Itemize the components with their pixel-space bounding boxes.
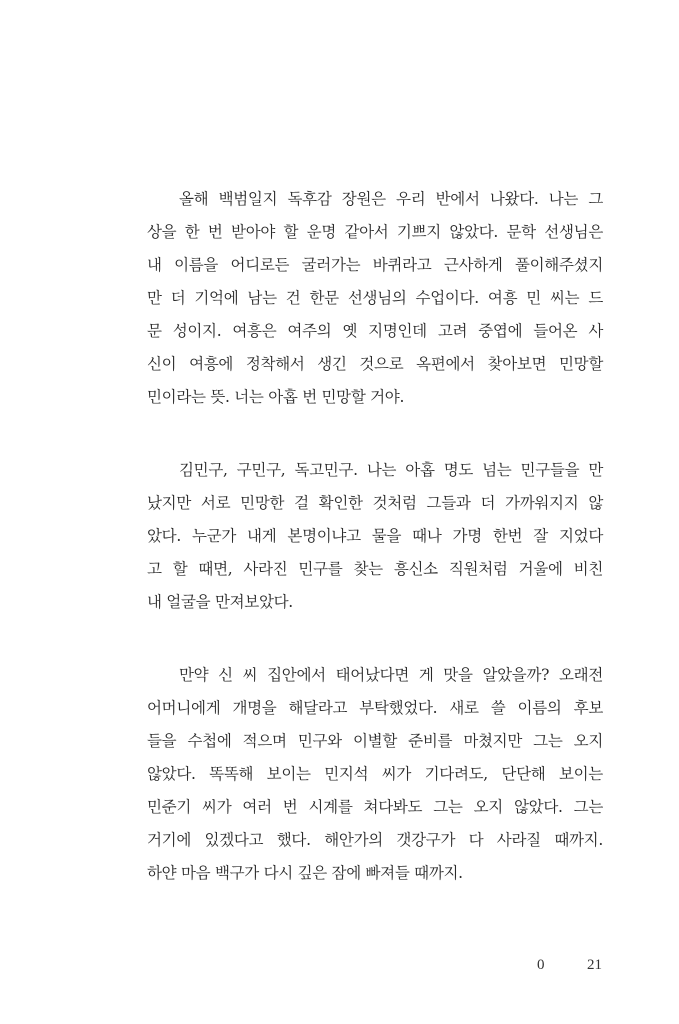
- page-number: 21: [587, 957, 602, 973]
- text-line: 만 더 기억에 남는 건 한문 선생님의 수업이다. 여흥 민 씨는 드: [147, 289, 603, 307]
- text-line: 거기에 있겠다고 했다. 해안가의 갯강구가 다 사라질 때까지.: [147, 831, 603, 849]
- text-line: 들을 수첩에 적으며 민구와 이별할 준비를 마쳤지만 그는 오지: [147, 732, 603, 750]
- text-line: 났지만 서로 민망한 걸 확인한 것처럼 그들과 더 가까워지지 않: [147, 494, 603, 512]
- text-line: 민이라는 뜻. 너는 아홉 번 민망할 거야.: [147, 388, 405, 406]
- text-line: 내 얼굴을 만져보았다.: [147, 593, 293, 611]
- paragraph-2: [147, 454, 603, 619]
- text-line: 올해 백범일지 독후감 장원은 우리 반에서 나왔다. 나는 그: [179, 190, 603, 208]
- paragraph-3: [147, 659, 603, 890]
- page-footer: [0, 957, 679, 977]
- text-line: 만약 신 씨 집안에서 태어났다면 게 맛을 알았을까? 오래전: [179, 666, 603, 684]
- paragraph-1: [147, 183, 603, 414]
- text-line: 김민구, 구민구, 독고민구. 나는 아홉 명도 넘는 민구들을 만: [179, 461, 603, 479]
- text-line: 신이 여흥에 정착해서 생긴 것으로 옥편에서 찾아보면 민망할: [147, 355, 603, 373]
- text-line: 민준기 씨가 여러 번 시계를 쳐다봐도 그는 오지 않았다. 그는: [147, 798, 603, 816]
- body-text: [147, 183, 603, 930]
- text-line: 하얀 마음 백구가 다시 깊은 잠에 빠져들 때까지.: [147, 864, 463, 882]
- text-line: 어머니에게 개명을 해달라고 부탁했었다. 새로 쓸 이름의 후보: [147, 699, 603, 717]
- text-line: 았다. 누군가 내게 본명이냐고 물을 때나 가명 한번 잘 지었다: [147, 527, 603, 545]
- section-number: 0: [537, 957, 545, 973]
- text-line: 문 성이지. 여흥은 여주의 옛 지명인데 고려 중엽에 들어온 사: [147, 322, 603, 340]
- text-line: 내 이름을 어디로든 굴러가는 바퀴라고 근사하게 풀이해주셨지: [147, 256, 603, 274]
- text-line: 않았다. 똑똑해 보이는 민지석 씨가 기다려도, 단단해 보이는: [147, 765, 603, 783]
- text-line: 상을 한 번 받아야 할 운명 같아서 기쁘지 않았다. 문학 선생님은: [147, 223, 603, 241]
- text-line: 고 할 때면, 사라진 민구를 찾는 흥신소 직원처럼 거울에 비친: [147, 560, 603, 578]
